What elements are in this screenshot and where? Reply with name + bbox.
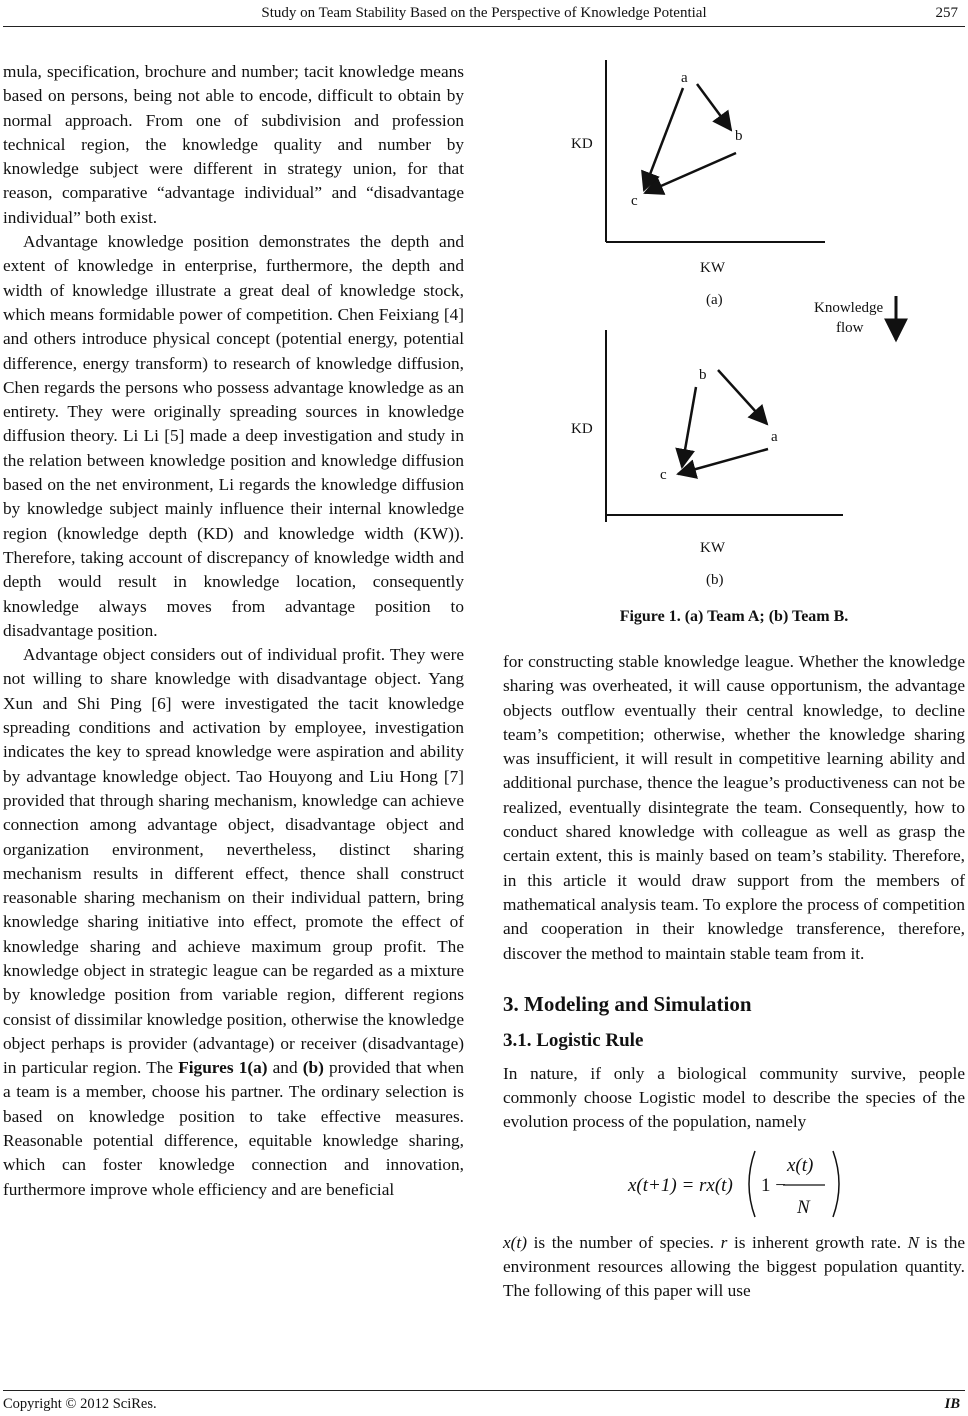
- panel-a-node-b: b: [735, 128, 743, 144]
- copyright: Copyright © 2012 SciRes.: [3, 1396, 157, 1412]
- section-heading: 3. Modeling and Simulation: [503, 991, 752, 1016]
- panel-a-node-c: c: [631, 193, 638, 209]
- panel-a-y-label: KD: [571, 136, 593, 152]
- panel-b-y-label: KD: [571, 421, 593, 437]
- text-run: is inherent growth rate.: [727, 1232, 908, 1252]
- panel-a-arrow-a-b: [697, 84, 731, 130]
- paragraph: [503, 1231, 965, 1304]
- subsection-heading: 3.1. Logistic Rule: [503, 1029, 644, 1051]
- equation-lhs: x(t+1) = rx(t): [628, 1174, 733, 1196]
- panel-a-arrow-a-c: [644, 88, 683, 190]
- equation-denominator: N: [797, 1196, 810, 1218]
- panel-a-x-label: KW: [700, 260, 725, 276]
- figure-reference[interactable]: Figures 1(a): [178, 1058, 268, 1078]
- paragraph: [3, 643, 464, 1202]
- panel-b-node-b: b: [699, 367, 707, 383]
- paragraph: for constructing stable knowledge league. Whether the knowledge sharing was overheated, it will cause opportunism, the advantage objects outflow eventually their central knowledge, to decline team’s competition; otherwise, whether the knowledge sharing was insufficient, it will result in competitive learning ability and additional purchase, thence the league’s productiveness can not be realized, eventually disintegrate the team. Consequently, how to conduct shared knowledge with colleague as well as grasp the certain extent, this is mainly based on team’s stability. Therefore, in this article it would draw support from the members of mathematical analysis team. To explore the process of competition and cooperation in their knowledge transference, therefore, discover the method to maintain stable team from it.: [503, 652, 965, 963]
- paragraph: Advantage knowledge position demonstrates the depth and extent of knowledge in enterprise, furthermore, the depth and width of knowledge illustrate a great deal of knowledge stock, which means formidable power of competition. Chen Feixiang [4] and others introduce physical concept (potential energy, potential difference, energy transform) to research of knowledge diffusion, Chen regards the persons who possess advantage knowledge as an entirety. They were originally spreading sources in knowledge diffusion theory. Li Li [5] made a deep investigation and study in the relation between knowledge position and knowledge diffusion based on the net environment, Li regards the knowledge diffusion by knowledge subject mainly influence their internal knowledge region (knowledge depth (KD) and knowledge width (KW)). Therefore, taking account of discrepancy of knowledge width and depth would result in knowledge location, consequently knowledge always moves from advantage position to disadvantage position.: [3, 232, 464, 640]
- footer-rule: [3, 1390, 965, 1391]
- panel-a-node-a: a: [681, 70, 688, 86]
- panel-a-sub-label: (a): [706, 292, 723, 308]
- equation-right-paren: [833, 1151, 839, 1217]
- knowledge-flow-label: Knowledge: [814, 300, 884, 316]
- panel-a-arrow-b-c: [645, 153, 736, 193]
- equation-one-minus: 1 −: [761, 1174, 786, 1196]
- header-rule: [3, 26, 965, 27]
- text-run: is the number of species.: [526, 1232, 721, 1252]
- math-variable: x(t): [503, 1232, 527, 1252]
- running-header: [0, 2, 968, 24]
- panel-b-arrow-b-c: [682, 387, 696, 467]
- math-variable: r: [720, 1232, 728, 1252]
- panel-b-arrow-a-c: [678, 449, 768, 474]
- text-run: provided that when a team is a member, choose his partner. The ordinary selection is based on knowledge position to take effective measures. Reasonable potential difference, equitable knowledge sharing, which can foster knowledge connection and innovation, furthermore improve whole efficiency and are beneficial: [3, 1058, 465, 1199]
- figure-reference[interactable]: (b): [302, 1058, 324, 1078]
- figure-1-diagram: [503, 40, 965, 600]
- equation-left-paren: [749, 1151, 755, 1217]
- journal-abbreviation: IB: [944, 1396, 960, 1412]
- text-run: and: [267, 1058, 303, 1078]
- equation-numerator: x(t): [787, 1154, 814, 1176]
- logistic-equation-svg: [503, 1141, 965, 1227]
- figure-1: [503, 40, 965, 640]
- panel-b-arrow-b-a: [718, 370, 767, 424]
- panel-b-node-c: c: [660, 467, 667, 483]
- panel-b-x-label: KW: [700, 540, 725, 556]
- running-title: Study on Team Stability Based on the Perspective of Knowledge Potential: [261, 5, 707, 21]
- paragraph: In nature, if only a biological community survive, people commonly choose Logistic model to describe the species of the evolution process of the population, namely: [503, 1063, 965, 1132]
- page-number: 257: [935, 5, 958, 21]
- figure-caption: Figure 1. (a) Team A; (b) Team B.: [619, 608, 849, 625]
- text-run: Advantage object considers out of individual profit. They were not willing to share knowledge with disadvantage object. Yang Xun and Shi Ping [6] were investigated the tacit knowledge spreading conditions and activation by employee, investigation indicates the key to spread knowledge were aspiration and ability by advantage knowledge object. Tao Houyong and Liu Hong [7] provided that through sharing mechanism, knowledge can achieve connection among advantage object, disadvantage object and organization environment, nevertheless, distinct sharing mechanism results in different effect, thence shall construct reasonable sharing mechanism on their individual pattern, bring knowledge sharing initiative into effect, promote the effect of knowledge sharing and achieve maximum group profit. The knowledge object in strategic league can be regarded as a mixture by knowledge position from variable region, different regions consist of dissimilar knowledge position, otherwise the knowledge object perhaps is provider (advantage) or receiver (disadvantage) in particular region. The: [3, 645, 464, 1078]
- math-variable: N: [907, 1232, 920, 1252]
- left-column: [3, 60, 464, 1202]
- panel-b-sub-label: (b): [706, 572, 724, 588]
- right-column: [503, 650, 965, 1304]
- text-run: is the environment resources allowing the biggest population quantity. The following of this paper will use: [503, 1232, 965, 1301]
- knowledge-flow-label: flow: [836, 320, 864, 336]
- logistic-equation: [503, 1141, 965, 1227]
- paragraph: mula, specification, brochure and number; tacit knowledge means based on persons, being not able to encode, difficult to obtain by normal approach. From one of subdivision and profession technical region, the knowledge quality and number by knowledge subject were different in strategy union, for that reason, comparative “advantage individual” and “disadvantage individual” both exist.: [3, 62, 464, 227]
- panel-b-node-a: a: [771, 429, 778, 445]
